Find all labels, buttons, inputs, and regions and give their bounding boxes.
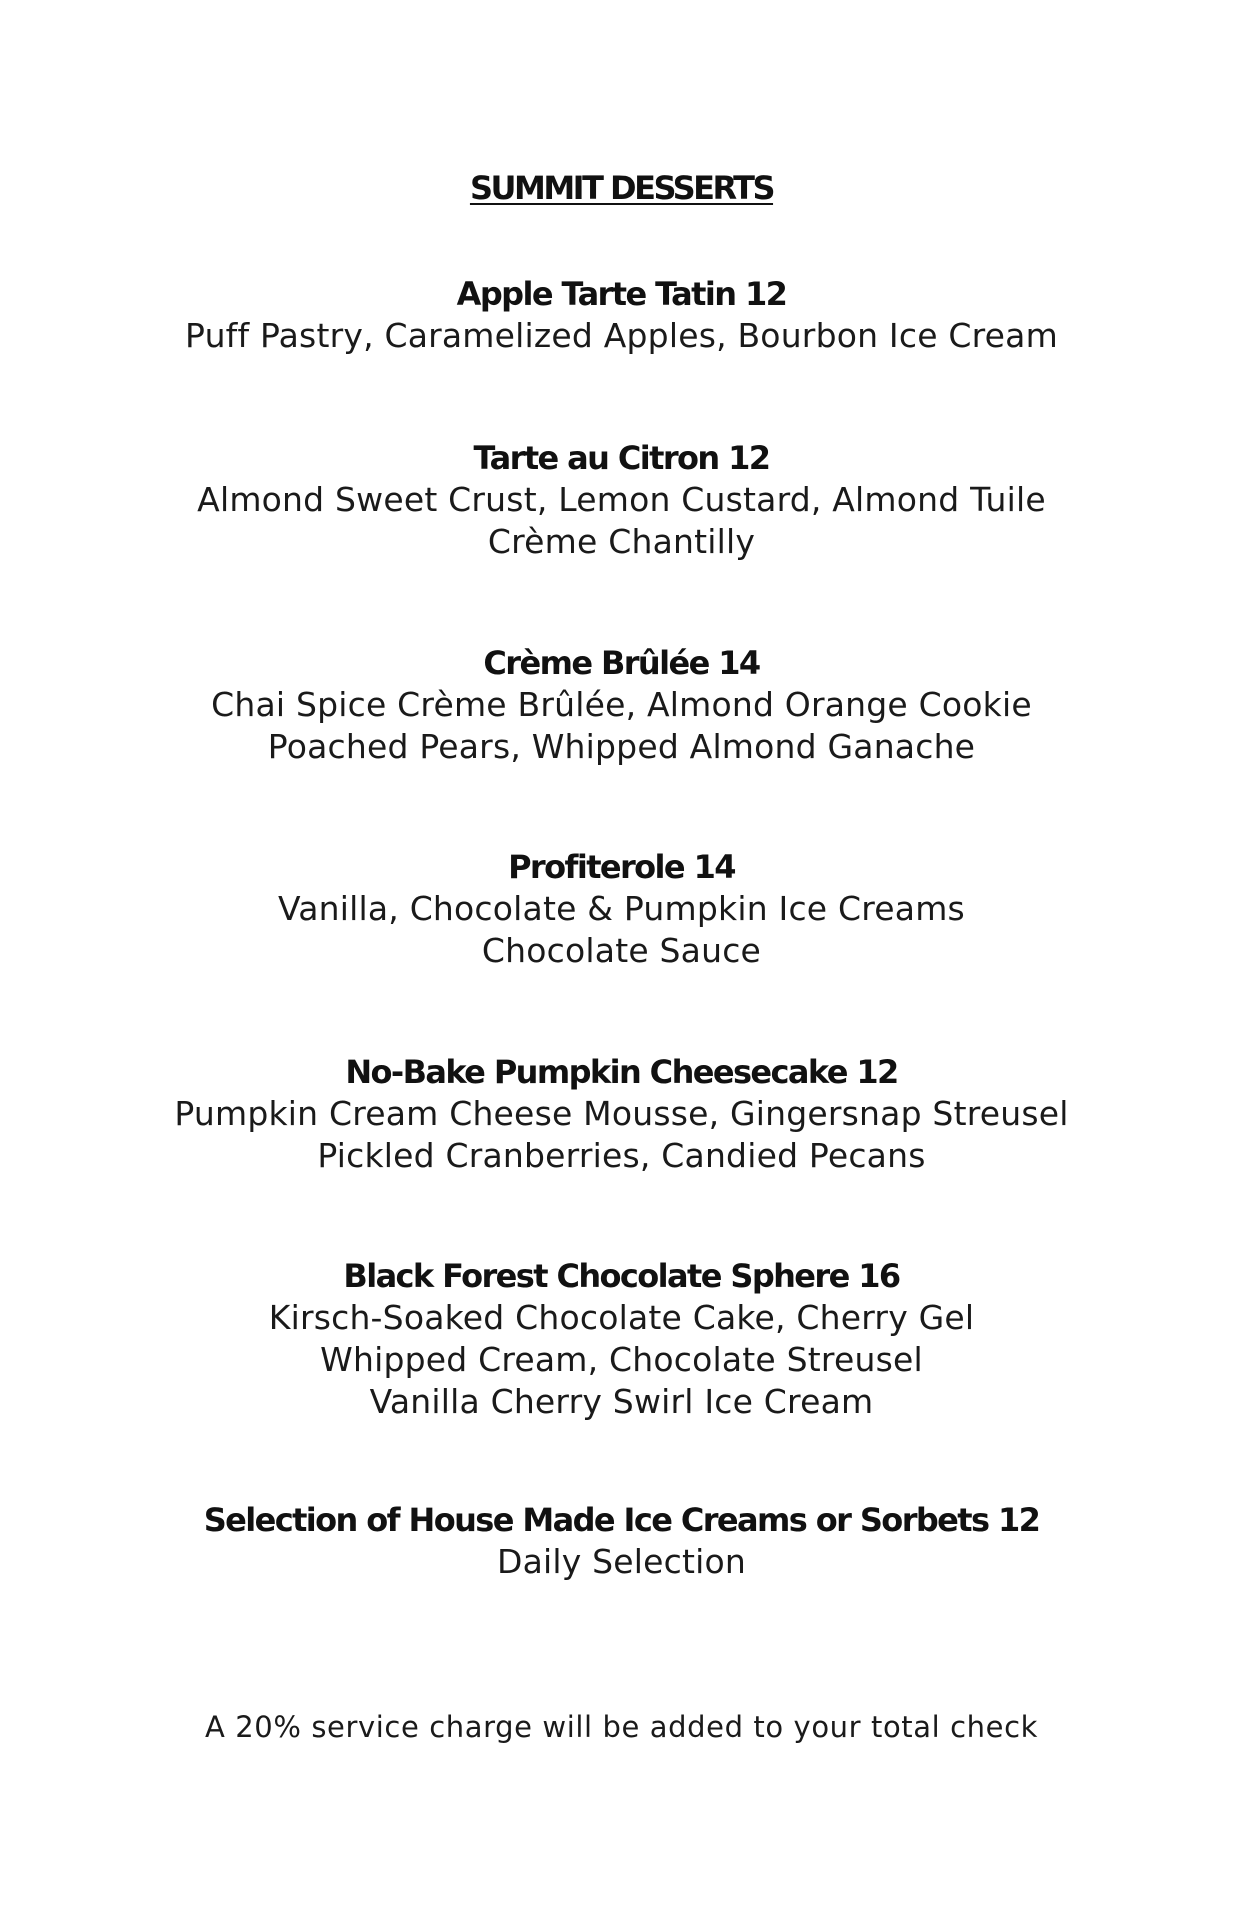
menu-item-description: Vanilla Cherry Swirl Ice Cream [369, 1382, 874, 1421]
menu-item-description: Almond Sweet Crust, Lemon Custard, Almond Tuile [197, 480, 1046, 519]
menu-item-creme-brulee [0, 642, 1243, 768]
menu-item-description: Poached Pears, Whipped Almond Ganache [267, 727, 976, 766]
menu-item-name: No-Bake Pumpkin Cheesecake 12 [345, 1053, 898, 1091]
menu-item-description: Crème Chantilly [487, 522, 756, 561]
menu-item-name: Selection of House Made Ice Creams or Sorbets 12 [203, 1501, 1040, 1539]
menu-item-tarte-au-citron [0, 437, 1243, 563]
menu-item-name: Tarte au Citron 12 [473, 439, 770, 477]
menu-item-apple-tarte-tatin [0, 273, 1243, 357]
menu-item-name: Crème Brûlée 14 [483, 644, 760, 682]
menu-item-ice-creams-sorbets [0, 1499, 1243, 1583]
menu-item-description: Chai Spice Crème Brûlée, Almond Orange Cookie [211, 685, 1032, 724]
service-charge-note: A 20% service charge will be added to your total check [204, 1710, 1039, 1744]
menu-item-pumpkin-cheesecake [0, 1051, 1243, 1177]
menu-item-description: Pumpkin Cream Cheese Mousse, Gingersnap Streusel [174, 1094, 1069, 1133]
menu-item-profiterole [0, 846, 1243, 972]
menu-item-description: Pickled Cranberries, Candied Pecans [317, 1136, 926, 1175]
menu-item-description: Puff Pastry, Caramelized Apples, Bourbon Ice Cream [185, 316, 1058, 355]
menu-item-description: Vanilla, Chocolate & Pumpkin Ice Creams [278, 889, 965, 928]
menu-item-description: Whipped Cream, Chocolate Streusel [320, 1340, 923, 1379]
menu-item-description: Daily Selection [496, 1542, 747, 1581]
menu-item-name: Black Forest Chocolate Sphere 16 [343, 1257, 900, 1295]
menu-item-black-forest-sphere [0, 1255, 1243, 1423]
menu-item-name: Profiterole 14 [508, 848, 735, 886]
menu-title: SUMMIT DESSERTS [469, 169, 774, 207]
menu-item-description: Kirsch-Soaked Chocolate Cake, Cherry Gel [268, 1298, 975, 1337]
menu-item-description: Chocolate Sauce [481, 931, 762, 970]
menu-item-name: Apple Tarte Tatin 12 [456, 275, 787, 313]
